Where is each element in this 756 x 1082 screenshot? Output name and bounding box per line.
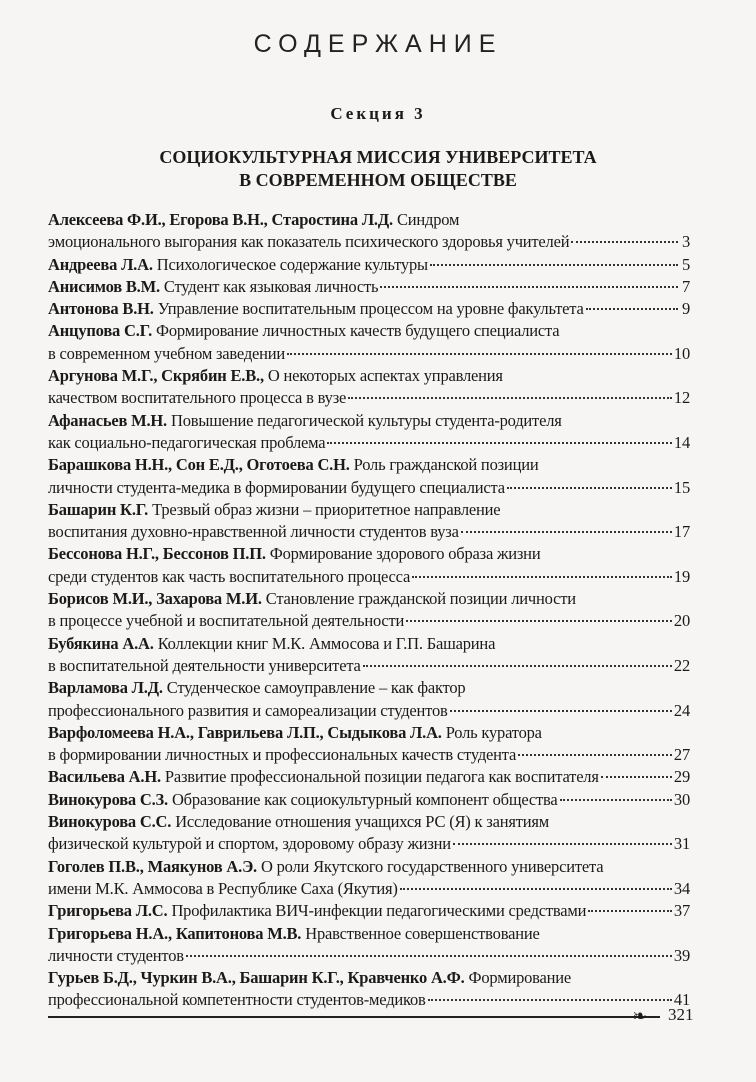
footer-rule	[48, 1016, 660, 1018]
toc-entry	[48, 923, 690, 968]
toc-line	[48, 365, 690, 387]
toc-entry	[48, 811, 690, 856]
entry-page-number: 41	[673, 990, 690, 1010]
toc-line	[48, 677, 690, 699]
toc-line	[48, 811, 690, 833]
entry-page-number: 34	[673, 878, 690, 898]
toc-entry	[48, 499, 690, 544]
fleuron-icon: ❧	[632, 1006, 648, 1026]
dot-leader	[560, 799, 672, 801]
entry-authors: Борисов М.И., Захарова М.И.	[48, 589, 262, 609]
page-number: 321	[668, 1005, 694, 1024]
entry-title-continued: как социально-педагогическая проблема	[48, 432, 326, 452]
entry-title-continued: среди студентов как часть воспитательного процесса	[48, 566, 411, 586]
entry-authors: Гурьев Б.Д., Чуркин В.А., Башарин К.Г., Кравченко А.Ф.	[48, 968, 465, 988]
toc-line	[48, 633, 690, 655]
toc-entry	[48, 633, 690, 678]
entry-page-number: 27	[673, 745, 690, 765]
dot-leader	[186, 955, 672, 957]
toc-line	[48, 900, 690, 922]
toc-line	[48, 856, 690, 878]
toc-line	[48, 432, 690, 454]
toc-line	[48, 923, 690, 945]
toc-line	[48, 610, 690, 632]
section-heading-line: В СОВРЕМЕННОМ ОБЩЕСТВЕ	[239, 170, 517, 190]
entry-page-number: 24	[673, 700, 690, 720]
entry-authors: Аргунова М.Г., Скрябин Е.В.,	[48, 366, 264, 386]
toc-entry	[48, 766, 690, 788]
entry-title: Психологическое содержание культуры	[156, 254, 428, 274]
toc-entry	[48, 320, 690, 365]
entry-page-number: 19	[673, 566, 690, 586]
entry-title: Исследование отношения учащихся РС (Я) к занятиям	[175, 812, 549, 832]
entry-authors: Башарин К.Г.	[48, 499, 149, 519]
toc-line	[48, 744, 690, 766]
entry-title: О некоторых аспектах управления	[267, 366, 503, 386]
toc-entry	[48, 209, 690, 254]
entry-title: Формирование личностных качеств будущего специалиста	[156, 321, 560, 341]
dot-leader	[380, 286, 678, 288]
entry-title-continued: воспитания духовно-нравственной личности студентов вуза	[48, 522, 459, 542]
entry-page-number: 30	[673, 789, 690, 809]
dot-leader	[450, 710, 672, 712]
toc-line	[48, 700, 690, 722]
section-heading-line: СОЦИОКУЛЬТУРНАЯ МИССИЯ УНИВЕРСИТЕТА	[159, 147, 597, 167]
entry-authors: Винокурова С.С.	[48, 812, 172, 832]
table-of-contents	[48, 209, 690, 1012]
dot-leader	[348, 397, 672, 399]
toc-line	[48, 477, 690, 499]
entry-title-continued: в формировании личностных и профессиональных качеств студента	[48, 745, 517, 765]
dot-leader	[406, 620, 672, 622]
dot-leader	[507, 487, 672, 489]
entry-title-continued: имени М.К. Аммосова в Республике Саха (Якутия)	[48, 878, 398, 898]
entry-authors: Бессонова Н.Г., Бессонов П.П.	[48, 544, 266, 564]
entry-page-number: 31	[673, 834, 690, 854]
dot-leader	[428, 999, 672, 1001]
entry-title: Управление воспитательным процессом на уровне факультета	[157, 299, 584, 319]
toc-line	[48, 566, 690, 588]
entry-authors: Афанасьев М.Н.	[48, 410, 167, 430]
entry-title: Профилактика ВИЧ-инфекции педагогическими средствами	[171, 901, 587, 921]
toc-line	[48, 231, 690, 253]
entry-authors: Варламова Л.Д.	[48, 678, 163, 698]
entry-title: Формирование	[468, 968, 572, 988]
entry-authors: Анцупова С.Г.	[48, 321, 153, 341]
entry-authors: Гоголев П.В., Маякунов А.Э.	[48, 856, 257, 876]
toc-entry	[48, 900, 690, 922]
entry-title: Образование как социокультурный компонент общества	[171, 789, 558, 809]
dot-leader	[588, 910, 672, 912]
entry-title-continued: профессионального развития и самореализации студентов	[48, 700, 448, 720]
entry-title-continued: качеством воспитательного процесса в вузе	[48, 388, 347, 408]
entry-title: Коллекции книг М.К. Аммосова и Г.П. Башарина	[157, 633, 496, 653]
entry-page-number: 22	[673, 655, 690, 675]
entry-authors: Бубякина А.А.	[48, 633, 154, 653]
toc-entry	[48, 276, 690, 298]
entry-title-continued: в процессе учебной и воспитательной деятельности	[48, 611, 405, 631]
entry-title-continued: в воспитательной деятельности университета	[48, 655, 361, 675]
toc-line	[48, 387, 690, 409]
entry-authors: Антонова В.Н.	[48, 299, 154, 319]
toc-entry	[48, 789, 690, 811]
toc-line	[48, 343, 690, 365]
toc-line	[48, 276, 690, 298]
entry-title-continued: в современном учебном заведении	[48, 343, 286, 363]
entry-title: Нравственное совершенствование	[305, 923, 540, 943]
dot-leader	[363, 665, 672, 667]
dot-leader	[327, 442, 671, 444]
entry-page-number: 7	[681, 276, 690, 296]
entry-title-continued: личности студентов	[48, 945, 184, 965]
entry-authors: Барашкова Н.Н., Сон Е.Д., Оготоева С.Н.	[48, 455, 350, 475]
section-label: Секция 3	[330, 104, 426, 123]
toc-line	[48, 989, 690, 1011]
toc-line	[48, 298, 690, 320]
dot-leader	[586, 308, 678, 310]
toc-entry	[48, 543, 690, 588]
dot-leader	[430, 264, 678, 266]
dot-leader	[601, 776, 672, 778]
toc-line	[48, 521, 690, 543]
toc-line	[48, 499, 690, 521]
entry-title: Студент как языковая личность	[163, 276, 379, 296]
toc-entry	[48, 722, 690, 767]
toc-line	[48, 254, 690, 276]
entry-page-number: 20	[673, 611, 690, 631]
entry-authors: Варфоломеева Н.А., Гаврильева Л.П., Сыдыкова Л.А.	[48, 722, 442, 742]
entry-page-number: 5	[681, 254, 690, 274]
toc-line	[48, 967, 690, 989]
dot-leader	[400, 888, 672, 890]
toc-entry	[48, 254, 690, 276]
entry-title: Роль гражданской позиции	[353, 455, 539, 475]
entry-title: Повышение педагогической культуры студента-родителя	[170, 410, 562, 430]
entry-authors: Винокурова С.З.	[48, 789, 168, 809]
toc-entry	[48, 677, 690, 722]
entry-title: Становление гражданской позиции личности	[265, 589, 576, 609]
section-heading	[0, 146, 756, 192]
toc-entry	[48, 410, 690, 455]
dot-leader	[453, 843, 672, 845]
toc-entry	[48, 365, 690, 410]
toc-entry	[48, 454, 690, 499]
entry-authors: Алексеева Ф.И., Егорова В.Н., Старостина Л.Д.	[48, 210, 393, 229]
toc-line	[48, 878, 690, 900]
entry-title: О роли Якутского государственного университета	[260, 856, 604, 876]
entry-page-number: 14	[673, 432, 690, 452]
dot-leader	[412, 576, 672, 578]
toc-line	[48, 945, 690, 967]
toc-line	[48, 209, 690, 231]
toc-line	[48, 543, 690, 565]
entry-page-number: 3	[681, 232, 690, 252]
entry-page-number: 39	[673, 945, 690, 965]
entry-authors: Григорьева Л.С.	[48, 901, 168, 921]
entry-title-continued: эмоционального выгорания как показатель психического здоровья учителей	[48, 232, 570, 252]
entry-authors: Андреева Л.А.	[48, 254, 153, 274]
entry-page-number: 37	[673, 901, 690, 921]
entry-authors: Васильева А.Н.	[48, 767, 161, 787]
entry-title-continued: личности студента-медика в формировании будущего специалиста	[48, 477, 505, 497]
toc-line	[48, 766, 690, 788]
entry-title: Студенческое самоуправление – как фактор	[166, 678, 466, 698]
toc-line	[48, 789, 690, 811]
entry-title: Синдром	[396, 210, 460, 229]
dot-leader	[571, 241, 678, 243]
entry-authors: Григорьева Н.А., Капитонова М.В.	[48, 923, 302, 943]
dot-leader	[518, 754, 672, 756]
page-title: СОДЕРЖАНИЕ	[253, 30, 503, 58]
dot-leader	[287, 353, 672, 355]
entry-page-number: 29	[673, 767, 690, 787]
entry-page-number: 9	[681, 299, 690, 319]
entry-page-number: 15	[673, 477, 690, 497]
entry-title: Развитие профессиональной позиции педагога как воспитателя	[164, 767, 599, 787]
entry-title: Роль куратора	[445, 722, 542, 742]
entry-authors: Анисимов В.М.	[48, 276, 160, 296]
toc-entry	[48, 967, 690, 1012]
toc-line	[48, 410, 690, 432]
toc-line	[48, 320, 690, 342]
toc-line	[48, 588, 690, 610]
dot-leader	[461, 531, 672, 533]
entry-title-continued: физической культурой и спортом, здоровому образу жизни	[48, 834, 451, 854]
entry-page-number: 17	[673, 522, 690, 542]
toc-entry	[48, 856, 690, 901]
entry-title: Трезвый образ жизни – приоритетное направление	[152, 499, 501, 519]
toc-line	[48, 655, 690, 677]
toc-line	[48, 722, 690, 744]
toc-entry	[48, 298, 690, 320]
toc-line	[48, 833, 690, 855]
entry-page-number: 10	[673, 343, 690, 363]
entry-title: Формирование здорового образа жизни	[269, 544, 541, 564]
entry-page-number: 12	[673, 388, 690, 408]
entry-title-continued: профессиональной компетентности студентов-медиков	[48, 990, 426, 1010]
toc-line	[48, 454, 690, 476]
toc-entry	[48, 588, 690, 633]
